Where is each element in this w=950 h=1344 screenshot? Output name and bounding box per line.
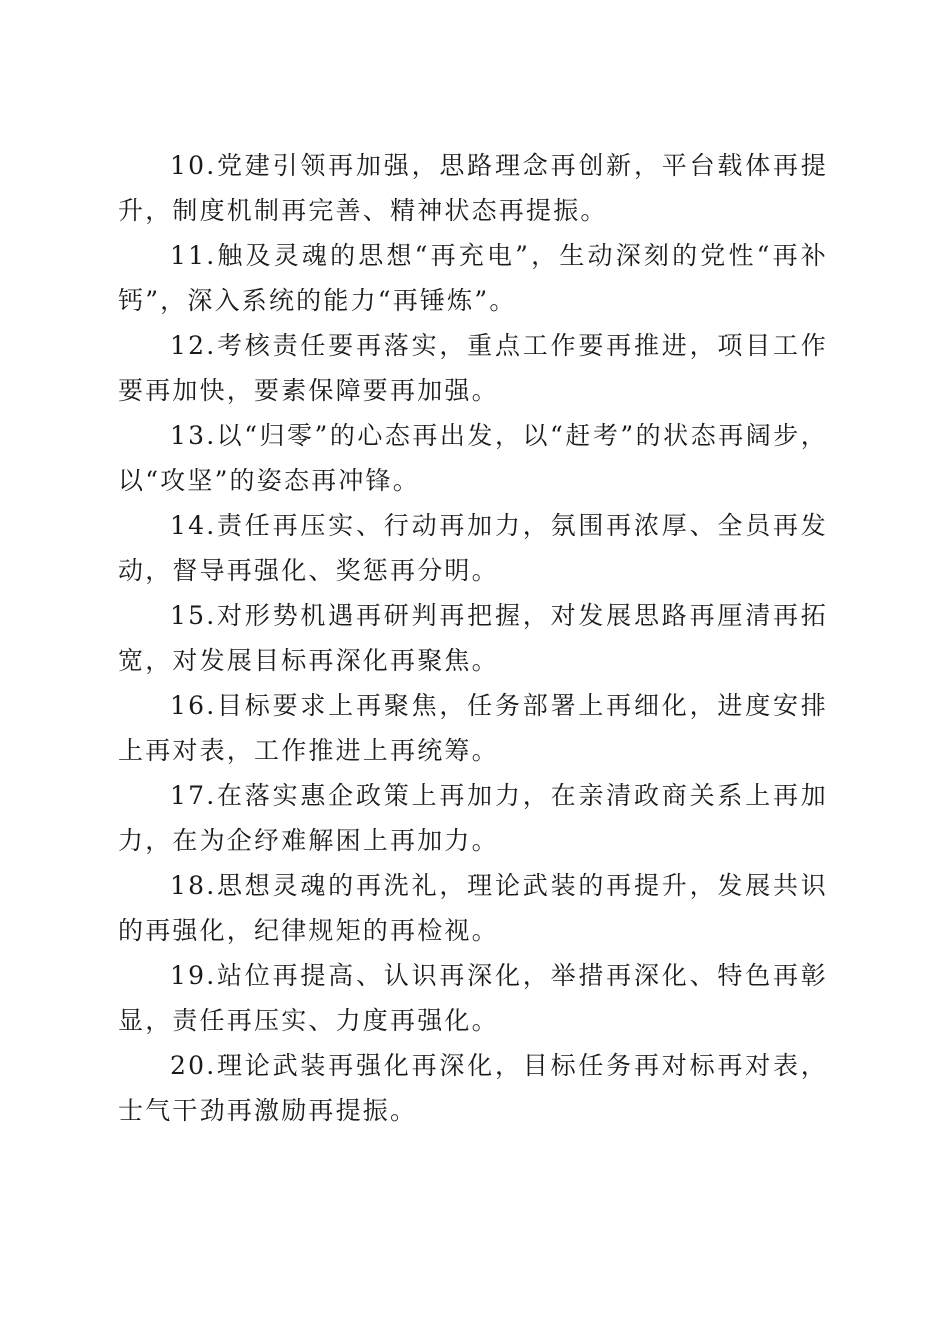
paragraph-text: 在落实惠企政策上再加力，在亲清政商关系上再加力，在为企纾难解困上再加力。 — [118, 781, 828, 855]
paragraph-text: 触及灵魂的思想“再充电”，生动深刻的党性“再补钙”，深入系统的能力“再锤炼”。 — [118, 241, 828, 315]
paragraph-number: 14. — [170, 511, 217, 540]
paragraph-number: 18. — [170, 871, 217, 900]
paragraph-number: 20. — [170, 1051, 217, 1080]
paragraph-number: 13. — [170, 421, 217, 450]
paragraph-10 — [118, 143, 828, 233]
paragraph-number: 11. — [170, 241, 217, 270]
paragraph-text: 以“归零”的心态再出发，以“赶考”的状态再阔步，以“攻坚”的姿态再冲锋。 — [118, 421, 828, 495]
paragraph-number: 15. — [170, 601, 217, 630]
paragraph-text: 对形势机遇再研判再把握，对发展思路再厘清再拓宽，对发展目标再深化再聚焦。 — [118, 601, 828, 675]
paragraph-11 — [118, 233, 828, 323]
paragraph-text: 思想灵魂的再洗礼，理论武装的再提升，发展共识的再强化，纪律规矩的再检视。 — [118, 871, 828, 945]
paragraph-16 — [118, 683, 828, 773]
paragraph-text: 党建引领再加强，思路理念再创新，平台载体再提升，制度机制再完善、精神状态再提振。 — [118, 151, 828, 225]
paragraph-number: 19. — [170, 961, 217, 990]
paragraph-12 — [118, 323, 828, 413]
paragraph-14 — [118, 503, 828, 593]
paragraph-number: 10. — [170, 151, 217, 180]
paragraph-19 — [118, 953, 828, 1043]
paragraph-text: 责任再压实、行动再加力，氛围再浓厚、全员再发动，督导再强化、奖惩再分明。 — [118, 511, 828, 585]
paragraph-text: 考核责任要再落实，重点工作要再推进，项目工作要再加快，要素保障要再加强。 — [118, 331, 828, 405]
paragraph-text: 理论武装再强化再深化，目标任务再对标再对表，士气干劲再激励再提振。 — [118, 1051, 828, 1125]
paragraph-number: 12. — [170, 331, 217, 360]
paragraph-18 — [118, 863, 828, 953]
paragraph-number: 17. — [170, 781, 217, 810]
paragraph-text: 站位再提高、认识再深化，举措再深化、特色再彰显，责任再压实、力度再强化。 — [118, 961, 828, 1035]
paragraph-number: 16. — [170, 691, 217, 720]
paragraph-17 — [118, 773, 828, 863]
document-body — [118, 143, 828, 1133]
paragraph-13 — [118, 413, 828, 503]
paragraph-15 — [118, 593, 828, 683]
paragraph-text: 目标要求上再聚焦，任务部署上再细化，进度安排上再对表，工作推进上再统筹。 — [118, 691, 828, 765]
paragraph-20 — [118, 1043, 828, 1133]
